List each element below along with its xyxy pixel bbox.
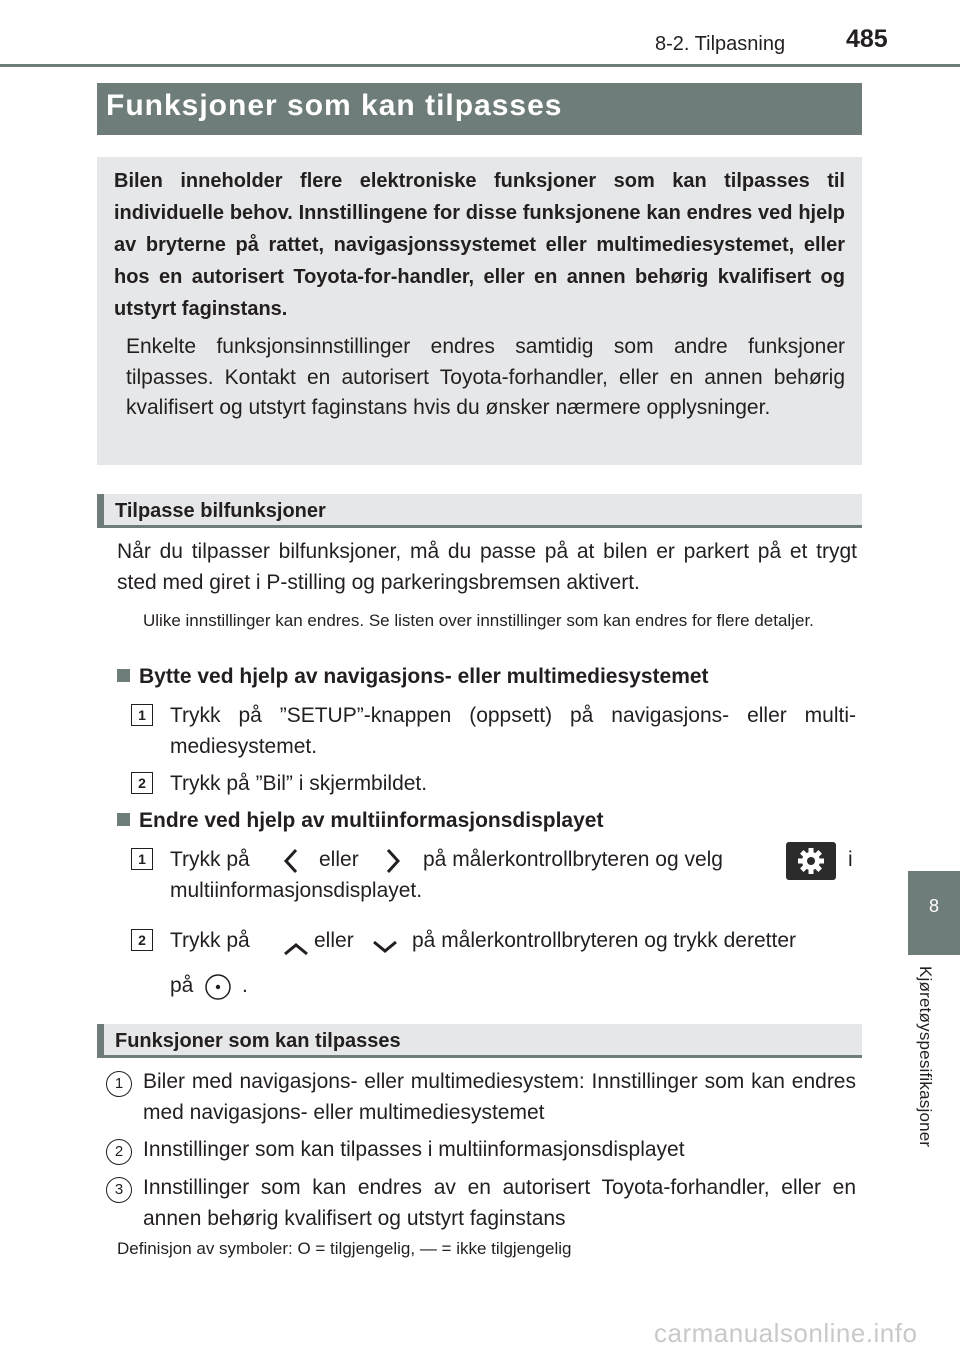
chapter-label: Kjøretøyspesifikasjoner <box>916 966 935 1148</box>
list-item: Innstillinger som kan tilpasses i multiinformasjonsdisplayet <box>143 1138 685 1161</box>
section-header-bar <box>97 1024 104 1058</box>
symbol-definition: Definisjon av symboler: O = tilgjengelig, — = ikke tilgjengelig <box>117 1239 572 1258</box>
subsection-title-b: Endre ved hjelp av multiinformasjonsdisplayet <box>139 809 604 832</box>
section1-note: Ulike innstillinger kan endres. Se listen over innstillinger som kan endres for flere detaljer. <box>143 611 814 630</box>
step-text: Trykk på <box>170 929 250 952</box>
step-text: . <box>242 974 248 997</box>
item-number-circle: 2 <box>106 1139 132 1165</box>
step-text: på målerkontrollbryteren og trykk deretter <box>412 929 796 952</box>
chevron-down-icon <box>372 933 398 964</box>
step-text: i <box>848 848 853 871</box>
step-text: eller <box>319 848 359 871</box>
item-number-circle: 1 <box>106 1071 132 1097</box>
page-number: 485 <box>846 25 888 53</box>
step-text: Trykk på ”Bil” i skjermbildet. <box>170 772 428 795</box>
header-section-title: 8-2. Tilpasning <box>655 33 786 55</box>
square-bullet-icon <box>117 813 130 826</box>
step-b2-line1 <box>170 926 856 957</box>
watermark: carmanualsonline.info <box>654 1318 918 1348</box>
subsection-title-a: Bytte ved hjelp av navigasjons- eller multimediesystemet <box>139 665 709 688</box>
chapter-number: 8 <box>928 896 939 916</box>
step-b2-line2 <box>170 971 856 1002</box>
section-header-text: Tilpasse bilfunksjoner <box>115 500 326 522</box>
list-item: Innstillinger som kan endres av en autorisert Toyota-forhandler, eller en annen behørig kvalifisert og utstyrt faginstans <box>143 1176 856 1230</box>
header-rule <box>0 64 960 67</box>
intro-bold-text: Bilen inneholder flere elektroniske funksjoner som kan tilpasses til individuelle behov. Innstillingene for disse funksjonene kan endres ved hjelp av bryterne på rattet, navigasjonssystemet eller multimediesystemet, eller hos en autorisert Toyota-for-handler, eller en annen behørig kvalifisert og utstyrt faginstans. <box>114 170 845 320</box>
chapter-tab <box>908 871 960 955</box>
section1-paragraph: Når du tilpasser bilfunksjoner, må du passe på at bilen er parkert på et trygt sted med giret i P-stilling og parkeringsbremsen aktivert. <box>117 540 857 594</box>
gear-icon <box>786 842 836 880</box>
step-text: på <box>170 974 194 997</box>
item-number-circle: 3 <box>106 1177 132 1203</box>
step-number-box: 2 <box>131 772 153 794</box>
page-title: Funksjoner som kan tilpasses <box>106 89 563 122</box>
section-header-text: Funksjoner som kan tilpasses <box>115 1030 401 1052</box>
step-text: på målerkontrollbryteren og velg <box>423 848 723 871</box>
step-b1-line1 <box>170 845 856 876</box>
section-header-tilpasse <box>97 494 862 528</box>
section-header-bar <box>97 494 104 528</box>
intro-normal-text: Enkelte funksjonsinnstillinger endres samtidig som andre funksjoner tilpasses. Kontakt en autorisert Toyota-forhandler, eller en annen behørig kvalifisert og utstyrt faginstans hvis du ønsker nærmere opplysninger. <box>126 335 845 419</box>
step-text: Trykk på <box>170 848 250 871</box>
enter-button-icon <box>204 973 232 1011</box>
step-number-box: 1 <box>131 848 153 870</box>
step-text: Trykk på ”SETUP”-knappen (oppsett) på navigasjons- eller multi-mediesystemet. <box>170 704 856 758</box>
step-number-box: 2 <box>131 929 153 951</box>
list-item: Biler med navigasjons- eller multimediesystem: Innstillinger som kan endres med navigasjons- eller multimediesystemet <box>143 1070 856 1124</box>
page-title-bar <box>97 83 862 135</box>
subsection-header-b <box>117 809 857 833</box>
step-number-box: 1 <box>131 704 153 726</box>
chevron-up-icon <box>283 935 309 966</box>
step-text: eller <box>314 929 354 952</box>
step-text: multiinformasjonsdisplayet. <box>170 879 423 902</box>
subsection-header-a <box>117 665 857 689</box>
section-header-funksjoner <box>97 1024 862 1058</box>
square-bullet-icon <box>117 669 130 682</box>
intro-box <box>97 157 862 465</box>
